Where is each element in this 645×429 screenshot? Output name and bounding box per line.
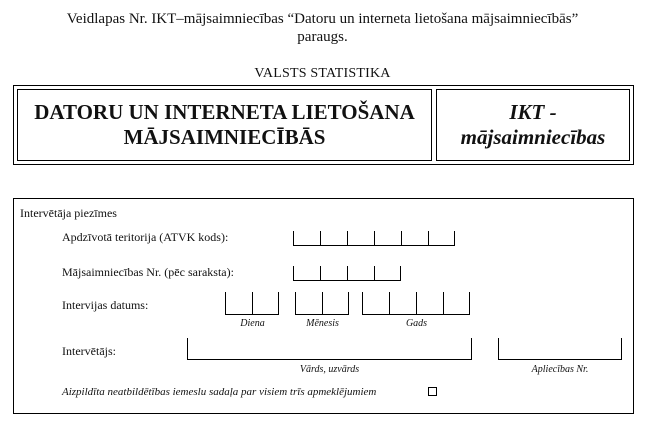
digit-cell[interactable] <box>443 292 470 314</box>
form-title-line1: Veidlapas Nr. IKT–mājsaimniecības “Datoru un interneta lietošana mājsaimniecībās” <box>66 11 579 27</box>
survey-code-box <box>436 89 630 161</box>
digit-cell[interactable] <box>401 231 428 245</box>
date-month-field[interactable] <box>295 292 349 315</box>
digit-cell[interactable] <box>347 266 374 280</box>
name-caption: Vārds, uzvārds <box>299 364 360 375</box>
digit-cell[interactable] <box>416 292 443 314</box>
digit-cell[interactable] <box>389 292 416 314</box>
digit-cell[interactable] <box>362 292 389 314</box>
survey-code-line1: IKT - <box>509 100 557 124</box>
interview-date-label: Intervijas datums: <box>62 298 149 312</box>
survey-code-line2: mājsaimniecības <box>460 125 606 149</box>
digit-cell[interactable] <box>293 231 320 245</box>
household-number-field[interactable] <box>293 258 401 281</box>
digit-cell[interactable] <box>293 266 320 280</box>
month-caption: Mēnesis <box>306 318 339 329</box>
state-statistics-label: VALSTS STATISTIKA <box>254 66 391 81</box>
nonresponse-checkbox[interactable] <box>428 387 437 396</box>
year-caption: Gads <box>405 318 428 329</box>
interviewer-label: Intervētājs: <box>62 344 116 358</box>
notes-heading: Intervētāja piezīmes <box>20 206 117 220</box>
survey-title-line2: MĀJSAIMNIECĪBĀS <box>123 125 326 149</box>
form-title <box>0 10 645 46</box>
territory-code-field[interactable] <box>293 223 455 246</box>
certificate-number-field[interactable] <box>498 338 622 360</box>
digit-cell[interactable] <box>320 231 347 245</box>
digit-cell[interactable] <box>374 266 401 280</box>
digit-cell[interactable] <box>295 292 322 314</box>
survey-title-line1: DATORU UN INTERNETA LIETOŠANA <box>34 100 415 124</box>
digit-cell[interactable] <box>225 292 252 314</box>
digit-cell[interactable] <box>252 292 279 314</box>
certificate-caption: Apliecības Nr. <box>531 364 589 375</box>
digit-cell[interactable] <box>428 231 455 245</box>
date-year-field[interactable] <box>362 292 470 315</box>
date-day-field[interactable] <box>225 292 279 315</box>
territory-code-label: Apdzīvotā teritorija (ATVK kods): <box>62 230 229 244</box>
nonresponse-checkbox-label: Aizpildīta neatbildētības iemeslu sadaļa par visiem trīs apmeklējumiem <box>62 386 377 398</box>
digit-cell[interactable] <box>320 266 347 280</box>
survey-title-box <box>17 89 432 161</box>
day-caption: Diena <box>240 318 265 329</box>
form-title-line2: paraugs. <box>297 29 348 45</box>
household-number-label: Mājsaimniecības Nr. (pēc saraksta): <box>62 265 234 279</box>
interviewer-name-field[interactable] <box>187 338 472 360</box>
digit-cell[interactable] <box>347 231 374 245</box>
digit-cell[interactable] <box>374 231 401 245</box>
digit-cell[interactable] <box>322 292 349 314</box>
